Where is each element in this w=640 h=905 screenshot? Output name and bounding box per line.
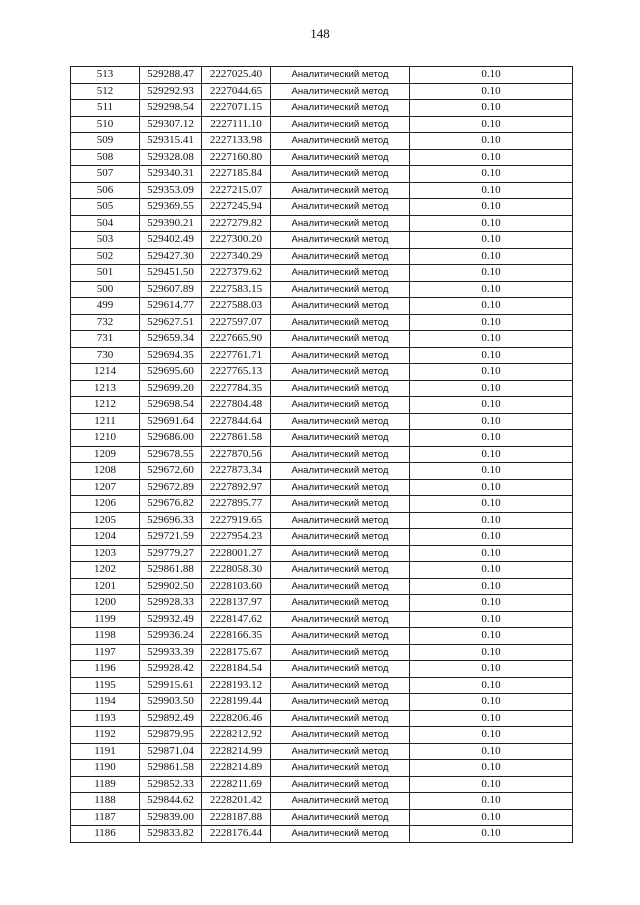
point-number-cell: 1199: [71, 611, 140, 628]
table-row: [71, 380, 573, 397]
y-coordinate-cell: 2227861.58: [202, 430, 271, 447]
table-row: [71, 331, 573, 348]
accuracy-cell: 0.10: [410, 314, 573, 331]
method-cell: Аналитический метод: [271, 479, 410, 496]
method-cell: Аналитический метод: [271, 793, 410, 810]
table-row: [71, 628, 573, 645]
y-coordinate-cell: 2227844.64: [202, 413, 271, 430]
accuracy-cell: 0.10: [410, 265, 573, 282]
y-coordinate-cell: 2228166.35: [202, 628, 271, 645]
y-coordinate-cell: 2227919.65: [202, 512, 271, 529]
table-row: [71, 760, 573, 777]
accuracy-cell: 0.10: [410, 562, 573, 579]
accuracy-cell: 0.10: [410, 479, 573, 496]
x-coordinate-cell: 529369.55: [140, 199, 202, 216]
y-coordinate-cell: 2227215.07: [202, 182, 271, 199]
point-number-cell: 1194: [71, 694, 140, 711]
accuracy-cell: 0.10: [410, 512, 573, 529]
point-number-cell: 1188: [71, 793, 140, 810]
x-coordinate-cell: 529427.30: [140, 248, 202, 265]
x-coordinate-cell: 529915.61: [140, 677, 202, 694]
y-coordinate-cell: 2228214.99: [202, 743, 271, 760]
y-coordinate-cell: 2227245.94: [202, 199, 271, 216]
x-coordinate-cell: 529340.31: [140, 166, 202, 183]
y-coordinate-cell: 2228103.60: [202, 578, 271, 595]
accuracy-cell: 0.10: [410, 83, 573, 100]
y-coordinate-cell: 2227160.80: [202, 149, 271, 166]
table-row: [71, 496, 573, 513]
y-coordinate-cell: 2228058.30: [202, 562, 271, 579]
method-cell: Аналитический метод: [271, 545, 410, 562]
x-coordinate-cell: 529451.50: [140, 265, 202, 282]
method-cell: Аналитический метод: [271, 496, 410, 513]
point-number-cell: 1195: [71, 677, 140, 694]
accuracy-cell: 0.10: [410, 694, 573, 711]
method-cell: Аналитический метод: [271, 826, 410, 843]
x-coordinate-cell: 529298.54: [140, 100, 202, 117]
method-cell: Аналитический метод: [271, 776, 410, 793]
x-coordinate-cell: 529659.34: [140, 331, 202, 348]
method-cell: Аналитический метод: [271, 809, 410, 826]
accuracy-cell: 0.10: [410, 776, 573, 793]
accuracy-cell: 0.10: [410, 809, 573, 826]
accuracy-cell: 0.10: [410, 397, 573, 414]
point-number-cell: 1206: [71, 496, 140, 513]
accuracy-cell: 0.10: [410, 446, 573, 463]
x-coordinate-cell: 529903.50: [140, 694, 202, 711]
point-number-cell: 1209: [71, 446, 140, 463]
point-number-cell: 509: [71, 133, 140, 150]
x-coordinate-cell: 529871.04: [140, 743, 202, 760]
method-cell: Аналитический метод: [271, 166, 410, 183]
point-number-cell: 1207: [71, 479, 140, 496]
table-row: [71, 512, 573, 529]
y-coordinate-cell: 2228176.44: [202, 826, 271, 843]
table-row: [71, 611, 573, 628]
y-coordinate-cell: 2228147.62: [202, 611, 271, 628]
x-coordinate-cell: 529844.62: [140, 793, 202, 810]
x-coordinate-cell: 529852.33: [140, 776, 202, 793]
x-coordinate-cell: 529694.35: [140, 347, 202, 364]
y-coordinate-cell: 2228193.12: [202, 677, 271, 694]
y-coordinate-cell: 2227300.20: [202, 232, 271, 249]
table-row: [71, 727, 573, 744]
method-cell: Аналитический метод: [271, 677, 410, 694]
accuracy-cell: 0.10: [410, 529, 573, 546]
table-row: [71, 562, 573, 579]
y-coordinate-cell: 2228212.92: [202, 727, 271, 744]
method-cell: Аналитический метод: [271, 562, 410, 579]
x-coordinate-cell: 529861.88: [140, 562, 202, 579]
accuracy-cell: 0.10: [410, 677, 573, 694]
accuracy-cell: 0.10: [410, 826, 573, 843]
accuracy-cell: 0.10: [410, 364, 573, 381]
point-number-cell: 732: [71, 314, 140, 331]
y-coordinate-cell: 2227597.07: [202, 314, 271, 331]
method-cell: Аналитический метод: [271, 529, 410, 546]
y-coordinate-cell: 2227185.84: [202, 166, 271, 183]
coordinates-table: [70, 66, 573, 843]
table-row: [71, 248, 573, 265]
x-coordinate-cell: 529839.00: [140, 809, 202, 826]
point-number-cell: 1200: [71, 595, 140, 612]
table-row: [71, 661, 573, 678]
y-coordinate-cell: 2227588.03: [202, 298, 271, 315]
point-number-cell: 1214: [71, 364, 140, 381]
table-row: [71, 397, 573, 414]
y-coordinate-cell: 2227892.97: [202, 479, 271, 496]
accuracy-cell: 0.10: [410, 149, 573, 166]
accuracy-cell: 0.10: [410, 298, 573, 315]
point-number-cell: 1211: [71, 413, 140, 430]
table-row: [71, 743, 573, 760]
method-cell: Аналитический метод: [271, 727, 410, 744]
x-coordinate-cell: 529695.60: [140, 364, 202, 381]
point-number-cell: 1212: [71, 397, 140, 414]
table-row: [71, 232, 573, 249]
method-cell: Аналитический метод: [271, 430, 410, 447]
x-coordinate-cell: 529288.47: [140, 67, 202, 84]
accuracy-cell: 0.10: [410, 248, 573, 265]
table-row: [71, 199, 573, 216]
accuracy-cell: 0.10: [410, 182, 573, 199]
table-row: [71, 298, 573, 315]
method-cell: Аналитический метод: [271, 331, 410, 348]
point-number-cell: 1186: [71, 826, 140, 843]
table-row: [71, 133, 573, 150]
method-cell: Аналитический метод: [271, 446, 410, 463]
y-coordinate-cell: 2228206.46: [202, 710, 271, 727]
method-cell: Аналитический метод: [271, 397, 410, 414]
method-cell: Аналитический метод: [271, 644, 410, 661]
coordinates-table-body: [71, 67, 573, 843]
point-number-cell: 508: [71, 149, 140, 166]
method-cell: Аналитический метод: [271, 232, 410, 249]
accuracy-cell: 0.10: [410, 545, 573, 562]
x-coordinate-cell: 529686.00: [140, 430, 202, 447]
method-cell: Аналитический метод: [271, 281, 410, 298]
table-row: [71, 463, 573, 480]
table-row: [71, 677, 573, 694]
point-number-cell: 500: [71, 281, 140, 298]
method-cell: Аналитический метод: [271, 182, 410, 199]
accuracy-cell: 0.10: [410, 661, 573, 678]
method-cell: Аналитический метод: [271, 100, 410, 117]
accuracy-cell: 0.10: [410, 380, 573, 397]
method-cell: Аналитический метод: [271, 611, 410, 628]
point-number-cell: 730: [71, 347, 140, 364]
y-coordinate-cell: 2227765.13: [202, 364, 271, 381]
point-number-cell: 1205: [71, 512, 140, 529]
accuracy-cell: 0.10: [410, 116, 573, 133]
table-row: [71, 215, 573, 232]
table-row: [71, 430, 573, 447]
y-coordinate-cell: 2227111.10: [202, 116, 271, 133]
x-coordinate-cell: 529928.42: [140, 661, 202, 678]
y-coordinate-cell: 2227133.98: [202, 133, 271, 150]
x-coordinate-cell: 529696.33: [140, 512, 202, 529]
point-number-cell: 1193: [71, 710, 140, 727]
method-cell: Аналитический метод: [271, 298, 410, 315]
point-number-cell: 1198: [71, 628, 140, 645]
method-cell: Аналитический метод: [271, 661, 410, 678]
accuracy-cell: 0.10: [410, 413, 573, 430]
table-row: [71, 166, 573, 183]
accuracy-cell: 0.10: [410, 133, 573, 150]
table-row: [71, 83, 573, 100]
point-number-cell: 504: [71, 215, 140, 232]
method-cell: Аналитический метод: [271, 380, 410, 397]
table-row: [71, 116, 573, 133]
method-cell: Аналитический метод: [271, 67, 410, 84]
y-coordinate-cell: 2228201.42: [202, 793, 271, 810]
point-number-cell: 1197: [71, 644, 140, 661]
x-coordinate-cell: 529698.54: [140, 397, 202, 414]
x-coordinate-cell: 529936.24: [140, 628, 202, 645]
y-coordinate-cell: 2227784.35: [202, 380, 271, 397]
table-row: [71, 793, 573, 810]
table-row: [71, 826, 573, 843]
accuracy-cell: 0.10: [410, 760, 573, 777]
x-coordinate-cell: 529292.93: [140, 83, 202, 100]
y-coordinate-cell: 2228175.67: [202, 644, 271, 661]
x-coordinate-cell: 529721.59: [140, 529, 202, 546]
accuracy-cell: 0.10: [410, 215, 573, 232]
accuracy-cell: 0.10: [410, 199, 573, 216]
method-cell: Аналитический метод: [271, 265, 410, 282]
table-row: [71, 776, 573, 793]
table-row: [71, 314, 573, 331]
accuracy-cell: 0.10: [410, 232, 573, 249]
method-cell: Аналитический метод: [271, 595, 410, 612]
accuracy-cell: 0.10: [410, 166, 573, 183]
table-row: [71, 347, 573, 364]
table-row: [71, 710, 573, 727]
x-coordinate-cell: 529779.27: [140, 545, 202, 562]
accuracy-cell: 0.10: [410, 496, 573, 513]
y-coordinate-cell: 2227025.40: [202, 67, 271, 84]
y-coordinate-cell: 2227379.62: [202, 265, 271, 282]
x-coordinate-cell: 529353.09: [140, 182, 202, 199]
y-coordinate-cell: 2228001.27: [202, 545, 271, 562]
x-coordinate-cell: 529328.08: [140, 149, 202, 166]
x-coordinate-cell: 529672.60: [140, 463, 202, 480]
x-coordinate-cell: 529928.33: [140, 595, 202, 612]
x-coordinate-cell: 529402.49: [140, 232, 202, 249]
point-number-cell: 512: [71, 83, 140, 100]
y-coordinate-cell: 2227044.65: [202, 83, 271, 100]
point-number-cell: 1196: [71, 661, 140, 678]
x-coordinate-cell: 529879.95: [140, 727, 202, 744]
table-row: [71, 265, 573, 282]
point-number-cell: 1187: [71, 809, 140, 826]
method-cell: Аналитический метод: [271, 743, 410, 760]
accuracy-cell: 0.10: [410, 710, 573, 727]
method-cell: Аналитический метод: [271, 578, 410, 595]
y-coordinate-cell: 2228211.69: [202, 776, 271, 793]
table-row: [71, 644, 573, 661]
method-cell: Аналитический метод: [271, 248, 410, 265]
point-number-cell: 1203: [71, 545, 140, 562]
y-coordinate-cell: 2227279.82: [202, 215, 271, 232]
point-number-cell: 502: [71, 248, 140, 265]
table-row: [71, 100, 573, 117]
y-coordinate-cell: 2227583.15: [202, 281, 271, 298]
table-row: [71, 149, 573, 166]
table-row: [71, 182, 573, 199]
y-coordinate-cell: 2227804.48: [202, 397, 271, 414]
point-number-cell: 1201: [71, 578, 140, 595]
x-coordinate-cell: 529315.41: [140, 133, 202, 150]
y-coordinate-cell: 2227895.77: [202, 496, 271, 513]
accuracy-cell: 0.10: [410, 595, 573, 612]
point-number-cell: 1189: [71, 776, 140, 793]
point-number-cell: 506: [71, 182, 140, 199]
point-number-cell: 507: [71, 166, 140, 183]
table-row: [71, 281, 573, 298]
x-coordinate-cell: 529607.89: [140, 281, 202, 298]
page-number: 148: [310, 26, 330, 41]
point-number-cell: 1208: [71, 463, 140, 480]
y-coordinate-cell: 2227340.29: [202, 248, 271, 265]
x-coordinate-cell: 529627.51: [140, 314, 202, 331]
table-row: [71, 595, 573, 612]
method-cell: Аналитический метод: [271, 199, 410, 216]
point-number-cell: 1191: [71, 743, 140, 760]
accuracy-cell: 0.10: [410, 578, 573, 595]
accuracy-cell: 0.10: [410, 331, 573, 348]
point-number-cell: 1192: [71, 727, 140, 744]
method-cell: Аналитический метод: [271, 215, 410, 232]
x-coordinate-cell: 529902.50: [140, 578, 202, 595]
y-coordinate-cell: 2227071.15: [202, 100, 271, 117]
x-coordinate-cell: 529892.49: [140, 710, 202, 727]
x-coordinate-cell: 529614.77: [140, 298, 202, 315]
method-cell: Аналитический метод: [271, 512, 410, 529]
x-coordinate-cell: 529676.82: [140, 496, 202, 513]
point-number-cell: 510: [71, 116, 140, 133]
point-number-cell: 511: [71, 100, 140, 117]
table-row: [71, 413, 573, 430]
accuracy-cell: 0.10: [410, 611, 573, 628]
x-coordinate-cell: 529390.21: [140, 215, 202, 232]
accuracy-cell: 0.10: [410, 100, 573, 117]
accuracy-cell: 0.10: [410, 430, 573, 447]
y-coordinate-cell: 2228214.89: [202, 760, 271, 777]
method-cell: Аналитический метод: [271, 149, 410, 166]
x-coordinate-cell: 529678.55: [140, 446, 202, 463]
point-number-cell: 1210: [71, 430, 140, 447]
method-cell: Аналитический метод: [271, 628, 410, 645]
method-cell: Аналитический метод: [271, 710, 410, 727]
point-number-cell: 503: [71, 232, 140, 249]
y-coordinate-cell: 2228199.44: [202, 694, 271, 711]
method-cell: Аналитический метод: [271, 133, 410, 150]
table-row: [71, 545, 573, 562]
x-coordinate-cell: 529672.89: [140, 479, 202, 496]
method-cell: Аналитический метод: [271, 413, 410, 430]
accuracy-cell: 0.10: [410, 644, 573, 661]
x-coordinate-cell: 529699.20: [140, 380, 202, 397]
y-coordinate-cell: 2227873.34: [202, 463, 271, 480]
y-coordinate-cell: 2227665.90: [202, 331, 271, 348]
point-number-cell: 1204: [71, 529, 140, 546]
x-coordinate-cell: 529833.82: [140, 826, 202, 843]
accuracy-cell: 0.10: [410, 727, 573, 744]
method-cell: Аналитический метод: [271, 694, 410, 711]
table-row: [71, 479, 573, 496]
table-row: [71, 67, 573, 84]
point-number-cell: 499: [71, 298, 140, 315]
accuracy-cell: 0.10: [410, 793, 573, 810]
point-number-cell: 501: [71, 265, 140, 282]
point-number-cell: 1202: [71, 562, 140, 579]
x-coordinate-cell: 529933.39: [140, 644, 202, 661]
x-coordinate-cell: 529307.12: [140, 116, 202, 133]
table-row: [71, 446, 573, 463]
point-number-cell: 731: [71, 331, 140, 348]
table-row: [71, 364, 573, 381]
method-cell: Аналитический метод: [271, 347, 410, 364]
method-cell: Аналитический метод: [271, 463, 410, 480]
y-coordinate-cell: 2227954.23: [202, 529, 271, 546]
accuracy-cell: 0.10: [410, 347, 573, 364]
point-number-cell: 1190: [71, 760, 140, 777]
table-row: [71, 809, 573, 826]
point-number-cell: 505: [71, 199, 140, 216]
method-cell: Аналитический метод: [271, 760, 410, 777]
y-coordinate-cell: 2228187.88: [202, 809, 271, 826]
accuracy-cell: 0.10: [410, 743, 573, 760]
point-number-cell: 1213: [71, 380, 140, 397]
accuracy-cell: 0.10: [410, 67, 573, 84]
x-coordinate-cell: 529932.49: [140, 611, 202, 628]
accuracy-cell: 0.10: [410, 463, 573, 480]
table-row: [71, 578, 573, 595]
table-row: [71, 694, 573, 711]
method-cell: Аналитический метод: [271, 116, 410, 133]
accuracy-cell: 0.10: [410, 281, 573, 298]
x-coordinate-cell: 529691.64: [140, 413, 202, 430]
y-coordinate-cell: 2228137.97: [202, 595, 271, 612]
y-coordinate-cell: 2228184.54: [202, 661, 271, 678]
y-coordinate-cell: 2227761.71: [202, 347, 271, 364]
point-number-cell: 513: [71, 67, 140, 84]
table-row: [71, 529, 573, 546]
method-cell: Аналитический метод: [271, 83, 410, 100]
x-coordinate-cell: 529861.58: [140, 760, 202, 777]
method-cell: Аналитический метод: [271, 314, 410, 331]
accuracy-cell: 0.10: [410, 628, 573, 645]
method-cell: Аналитический метод: [271, 364, 410, 381]
y-coordinate-cell: 2227870.56: [202, 446, 271, 463]
